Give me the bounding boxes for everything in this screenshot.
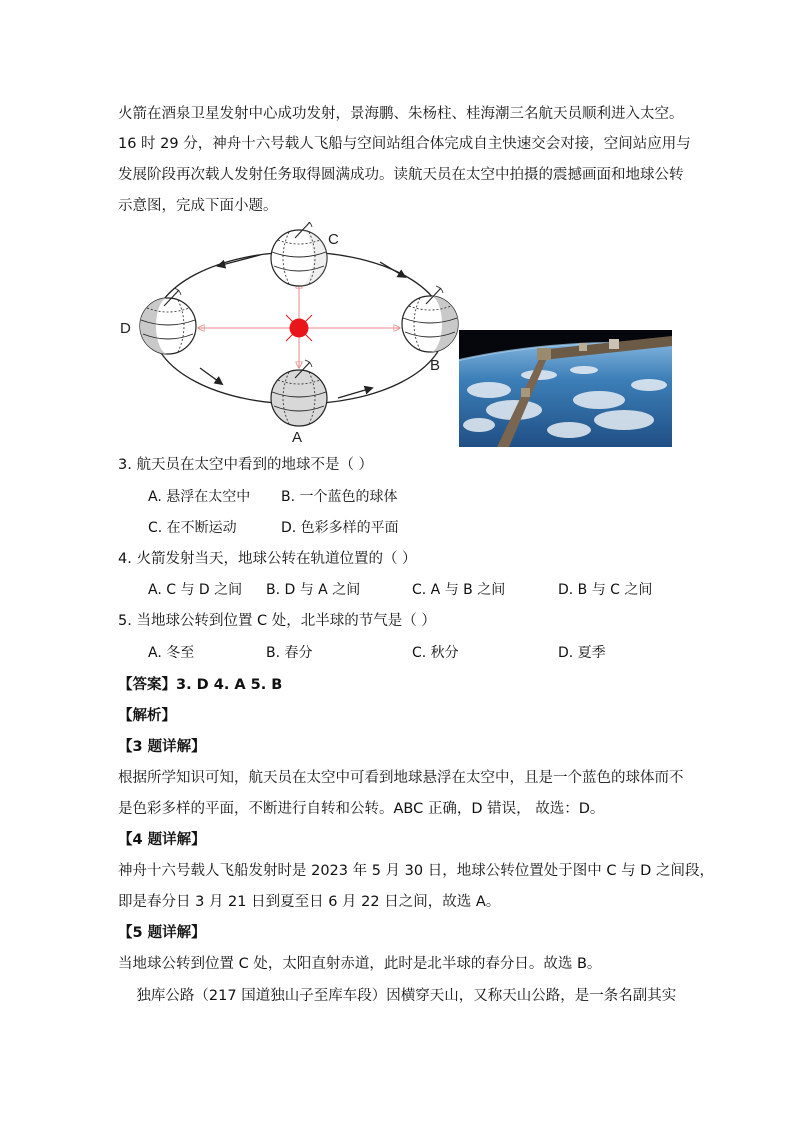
question-4-option-d: D. B 与 C 之间 — [558, 582, 653, 598]
orbit-arrow-top-left — [218, 255, 260, 266]
question-5-option-b: B. 春分 — [266, 645, 313, 661]
globe-d — [140, 288, 196, 354]
intro-line-1: 火箭在酒泉卫星发射中心成功发射，景海鹏、朱杨柱、桂海潮三名航天员顺利进入太空。 — [118, 106, 684, 122]
detail-3-heading: 【3 题详解】 — [118, 739, 206, 755]
earth-orbit-diagram — [110, 222, 460, 454]
question-5-option-d: D. 夏季 — [558, 645, 606, 661]
question-5-option-c: C. 秋分 — [412, 645, 459, 661]
question-4-option-a: A. C 与 D 之间 — [148, 582, 243, 598]
detail-4-line-2: 即是春分日 3 月 21 日到夏至日 6 月 22 日之间，故选 A。 — [118, 894, 501, 910]
question-3-option-d: D. 色彩多样的平面 — [281, 520, 399, 536]
globe-a — [271, 360, 327, 426]
label-c: C — [328, 231, 339, 248]
orbit-arrow-top-right — [380, 262, 405, 277]
intro-line-2: 16 时 29 分，神舟十六号载人飞船与空间站组合体完成自主快速交会对接，空间站应用与 — [118, 136, 691, 152]
question-4-option-c: C. A 与 B 之间 — [412, 582, 506, 598]
detail-3-line-2: 是色彩多样的平面，不断进行自转和公转。ABC 正确，D 错误， 故选：D。 — [118, 801, 605, 817]
detail-3-line-1: 根据所学知识可知，航天员在太空中可看到地球悬浮在太空中，且是一个蓝色的球体而不 — [118, 770, 684, 786]
detail-4-line-1: 神舟十六号载人飞船发射时是 2023 年 5 月 30 日，地球公转位置处于图中 C 与 D 之间段， — [118, 863, 714, 879]
question-5-option-a: A. 冬至 — [148, 645, 195, 661]
space-photo — [459, 330, 672, 447]
detail-4-heading: 【4 题详解】 — [118, 832, 206, 848]
question-3-option-a: A. 悬浮在太空中 — [148, 489, 251, 505]
question-3-stem: 3. 航天员在太空中看到的地球不是（ ） — [118, 457, 374, 473]
answer-line: 【答案】3. D 4. A 5. B — [118, 677, 283, 693]
label-d: D — [120, 320, 131, 337]
intro-line-3: 发展阶段再次载人发射任务取得圆满成功。读航天员在太空中拍摄的震撼画面和地球公转 — [118, 167, 684, 183]
question-3-option-b: B. 一个蓝色的球体 — [281, 489, 398, 505]
orbit-arrow-bottom-left — [200, 368, 222, 384]
question-4-stem: 4. 火箭发射当天，地球公转在轨道位置的（ ） — [118, 551, 417, 567]
question-3-option-c: C. 在不断运动 — [148, 520, 237, 536]
globe-b — [402, 286, 458, 352]
analysis-title: 【解析】 — [118, 708, 176, 724]
intro-line-4: 示意图，完成下面小题。 — [118, 198, 278, 214]
detail-5-heading: 【5 题详解】 — [118, 925, 206, 941]
orbit-arrow-bottom-right — [338, 388, 372, 398]
sun-icon — [286, 315, 312, 341]
detail-5-line-1: 当地球公转到位置 C 处，太阳直射赤道，此时是北半球的春分日。故选 B。 — [118, 956, 602, 972]
globe-c — [271, 222, 327, 286]
question-4-option-b: B. D 与 A 之间 — [266, 582, 361, 598]
question-5-stem: 5. 当地球公转到位置 C 处，北半球的节气是（ ） — [118, 613, 436, 629]
label-a: A — [292, 429, 303, 446]
next-passage-line: 独库公路（217 国道独山子至库车段）因横穿天山，又称天山公路，是一条名副其实 — [118, 988, 677, 1004]
label-b: B — [430, 357, 441, 374]
